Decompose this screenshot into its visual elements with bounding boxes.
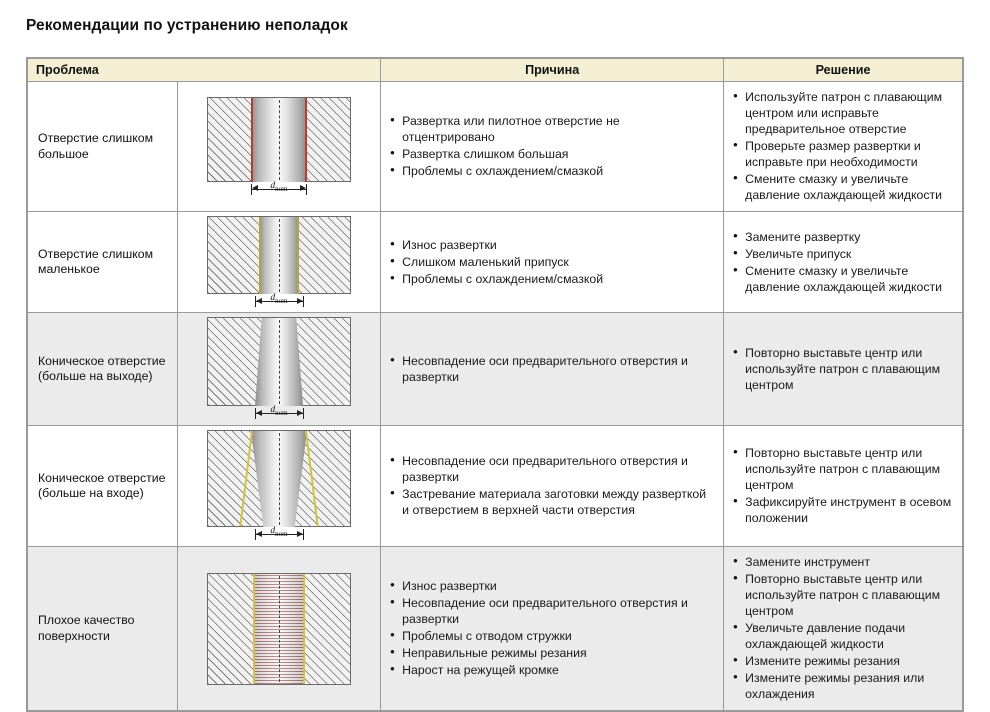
list-item: • Проверьте размер развертки и исправьте при необходимости: [732, 138, 954, 170]
cell-problem: Коническое отверстие (больше на выходе): [28, 313, 178, 426]
hole-too-small-diagram: [207, 216, 351, 308]
list-item: • Смените смазку и увеличьте давление охлаждающей жидкости: [732, 263, 954, 295]
center-axis: [279, 576, 280, 682]
list-item: • Замените развертку: [732, 229, 954, 245]
cell-solutions: [724, 82, 963, 212]
troubleshooting-table: [27, 58, 963, 711]
dimension-label: $d_{nom}$: [270, 405, 288, 417]
cell-solutions: [724, 547, 963, 711]
cell-solutions: [724, 313, 963, 426]
table-row: [28, 82, 963, 212]
list-item: • Замените инструмент: [732, 554, 954, 570]
cell-problem: Коническое отверстие (больше на входе): [28, 426, 178, 547]
table-row: [28, 547, 963, 711]
list-item: • Увеличьте давление подачи охлаждающей жидкости: [732, 620, 954, 652]
table-header: [28, 59, 963, 82]
bore-edge-left: [251, 98, 253, 182]
bore-edge-right: [305, 98, 307, 182]
bore-edge-right: [297, 217, 299, 294]
list-item: • Проблемы с отводом стружки: [389, 628, 715, 644]
dimension-dnom: [207, 295, 351, 308]
list-item: • Используйте патрон с плавающим центром или исправьте предварительное отверстие: [732, 89, 954, 137]
cell-problem: Отверстие слишком маленькое: [28, 212, 178, 313]
cell-causes: [381, 212, 724, 313]
column-header-problem: Проблема: [28, 59, 381, 82]
poor-surface-finish-diagram: [207, 573, 351, 685]
cell-causes: [381, 82, 724, 212]
cell-causes: [381, 547, 724, 711]
list-item: • Несовпадение оси предварительного отверстия и развертки: [389, 453, 715, 485]
list-item: • Развертка слишком большая: [389, 146, 715, 162]
list-item: • Нарост на режущей кромке: [389, 662, 715, 678]
list-item: • Увеличьте припуск: [732, 246, 954, 262]
list-item: • Проблемы с охлаждением/смазкой: [389, 163, 715, 179]
column-header-solution: Решение: [724, 59, 963, 82]
cell-figure: [177, 313, 380, 426]
tapered-hole-wider-at-exit-diagram: [207, 317, 351, 421]
list-item: • Износ развертки: [389, 578, 715, 594]
table-body: [28, 82, 963, 711]
list-item: • Измените режимы резания или охлаждения: [732, 670, 954, 702]
cell-solutions: [724, 426, 963, 547]
cell-problem: Плохое качество поверхности: [28, 547, 178, 711]
list-item: • Проблемы с охлаждением/смазкой: [389, 271, 715, 287]
cell-figure: [177, 426, 380, 547]
dimension-dnom: [207, 180, 351, 196]
dimension-dnom: [207, 528, 351, 541]
bore-edge-left: [253, 574, 255, 684]
list-item: • Зафиксируйте инструмент в осевом положении: [732, 494, 954, 526]
cell-problem: Отверстие слишком большое: [28, 82, 178, 212]
center-axis: [279, 433, 280, 525]
list-item: • Повторно выставьте центр или используйте патрон с плавающим центром: [732, 571, 954, 619]
bore-edge-left: [259, 217, 261, 294]
cell-figure: [177, 82, 380, 212]
dimension-dnom: [207, 407, 351, 420]
table-row: [28, 212, 963, 313]
cell-figure: [177, 547, 380, 711]
list-item: • Несовпадение оси предварительного отверстия и развертки: [389, 353, 715, 385]
list-item: • Измените режимы резания: [732, 653, 954, 669]
list-item: • Повторно выставьте центр или используйте патрон с плавающим центром: [732, 345, 954, 393]
dimension-label: $d_{nom}$: [270, 180, 288, 193]
cell-causes: [381, 426, 724, 547]
cell-solutions: [724, 212, 963, 313]
bore-edge-right: [303, 574, 305, 684]
list-item: • Слишком маленький припуск: [389, 254, 715, 270]
troubleshooting-table-container: [26, 57, 964, 712]
page-title: Рекомендации по устранению неполадок: [26, 17, 348, 34]
center-axis: [279, 320, 280, 404]
hole-too-large-diagram: [207, 97, 351, 197]
center-axis: [279, 219, 280, 292]
dimension-label: $d_{nom}$: [270, 526, 288, 538]
cell-causes: [381, 313, 724, 426]
list-item: • Развертка или пилотное отверстие не отцентрировано: [389, 113, 715, 145]
column-header-cause: Причина: [381, 59, 724, 82]
list-item: • Смените смазку и увеличьте давление охлаждающей жидкости: [732, 171, 954, 203]
list-item: • Несовпадение оси предварительного отверстия и развертки: [389, 595, 715, 627]
table-row: [28, 426, 963, 547]
list-item: • Повторно выставьте центр или используйте патрон с плавающим центром: [732, 445, 954, 493]
tapered-hole-wider-at-entry-diagram: [207, 430, 351, 542]
cell-figure: [177, 212, 380, 313]
table-header-row: [28, 59, 963, 82]
dimension-label: $d_{nom}$: [270, 293, 288, 305]
center-axis: [279, 100, 280, 180]
list-item: • Застревание материала заготовки между разверткой и отверстием в верхней части отверстия: [389, 486, 715, 518]
list-item: • Износ развертки: [389, 237, 715, 253]
list-item: • Неправильные режимы резания: [389, 645, 715, 661]
table-row: [28, 313, 963, 426]
